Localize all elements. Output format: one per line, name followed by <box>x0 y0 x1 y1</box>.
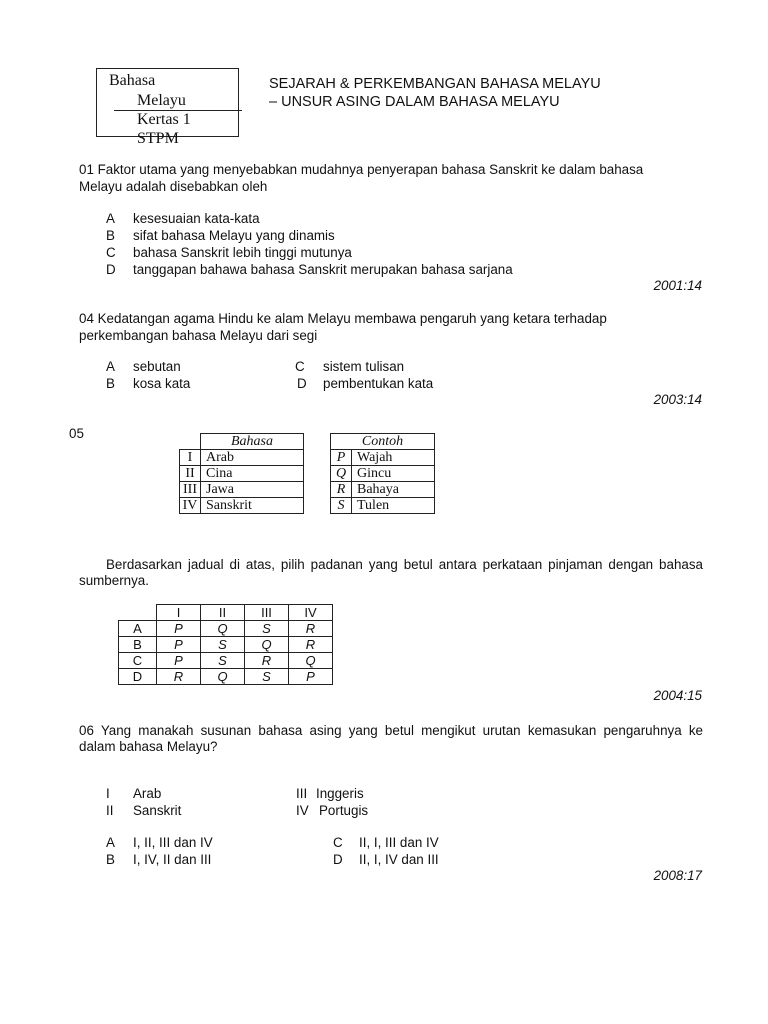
q06-item-num: III <box>296 786 308 801</box>
q06-item-num: II <box>106 803 114 818</box>
q06-option-text: II, I, III dan IV <box>359 835 439 850</box>
q05-year: 2004:15 <box>653 688 702 703</box>
q06-option-letter: C <box>333 835 343 850</box>
q04-option-letter: B <box>106 376 115 391</box>
q01-year: 2001:14 <box>653 278 702 293</box>
table-row: Q Gincu <box>331 466 435 482</box>
q05-text-line-2: sumbernya. <box>79 573 149 588</box>
q01-option-text: kesesuaian kata-kata <box>133 211 260 226</box>
q06-item-text: Sanskrit <box>133 803 182 818</box>
table-row: III Jawa <box>180 482 304 498</box>
q06-option-text: I, II, III dan IV <box>133 835 213 850</box>
q04-option-letter: A <box>106 359 115 374</box>
q01-option-letter: C <box>106 245 116 260</box>
q06-option-text: II, I, IV dan III <box>359 852 439 867</box>
title-line-1: SEJARAH & PERKEMBANGAN BAHASA MELAYU <box>269 76 601 92</box>
q06-item-text: Arab <box>133 786 162 801</box>
q01-text-line-2: Melayu adalah disebabkan oleh <box>79 179 268 194</box>
table-row: R Bahaya <box>331 482 435 498</box>
table-row: I Arab <box>180 450 304 466</box>
table-row: C P S R Q <box>119 653 333 669</box>
q04-option-letter: C <box>295 359 305 374</box>
q06-item-text: Portugis <box>319 803 369 818</box>
q06-option-letter: B <box>106 852 115 867</box>
subject-line-1: Bahasa <box>109 72 156 89</box>
subject-line-2: Melayu <box>137 92 186 109</box>
subject-line-4: STPM <box>137 130 179 147</box>
subject-box <box>96 68 239 147</box>
q06-option-letter: D <box>333 852 343 867</box>
table-row: B P S Q R <box>119 637 333 653</box>
table-row: IV Sanskrit <box>180 498 304 514</box>
subject-line-3: Kertas 1 <box>137 111 191 128</box>
q01-option-letter: A <box>106 211 115 226</box>
q04-option-letter: D <box>297 376 307 391</box>
q04-text-line-2: perkembangan bahasa Melayu dari segi <box>79 328 318 343</box>
q04-option-text: kosa kata <box>133 376 191 391</box>
q06-text-line-1: 06 Yang manakah susunan bahasa asing yang betul mengikut urutan kemasukan pengaruhnya ke <box>79 723 703 738</box>
q01-option-letter: D <box>106 262 116 277</box>
table-row: P Wajah <box>331 450 435 466</box>
q01-text-line-1: 01 Faktor utama yang menyebabkan mudahnya penyerapan bahasa Sanskrit ke dalam bahasa <box>79 162 644 177</box>
answer-table: I II III IV A P Q S R B P S Q R C P S R Q D R Q S P <box>118 604 333 685</box>
q06-year: 2008:17 <box>653 868 702 883</box>
q04-option-text: pembentukan kata <box>323 376 434 391</box>
q01-option-text: bahasa Sanskrit lebih tinggi mutunya <box>133 245 352 260</box>
q01-option-text: tanggapan bahawa bahasa Sanskrit merupakan bahasa sarjana <box>133 262 513 277</box>
q05-number: 05 <box>69 426 84 441</box>
table-row: A P Q S R <box>119 621 333 637</box>
table-row: S Tulen <box>331 498 435 514</box>
q06-option-letter: A <box>106 835 115 850</box>
q01-option-text: sifat bahasa Melayu yang dinamis <box>133 228 335 243</box>
table-row: II Cina <box>180 466 304 482</box>
q04-year: 2003:14 <box>653 392 702 407</box>
q06-text-line-2: dalam bahasa Melayu? <box>79 739 218 754</box>
q01-option-letter: B <box>106 228 115 243</box>
q04-text-line-1: 04 Kedatangan agama Hindu ke alam Melayu membawa pengaruh yang ketara terhadap <box>79 311 607 326</box>
q05-text-line-1: Berdasarkan jadual di atas, pilih padanan yang betul antara perkataan pinjaman dengan bahasa <box>106 557 703 572</box>
title-line-2: – UNSUR ASING DALAM BAHASA MELAYU <box>269 94 560 110</box>
bahasa-header: Bahasa <box>201 434 304 450</box>
table-row: D R Q S P <box>119 669 333 685</box>
q06-item-num: I <box>106 786 110 801</box>
contoh-table <box>330 433 435 514</box>
bahasa-table <box>179 433 304 514</box>
q06-item-text: Inggeris <box>316 786 364 801</box>
contoh-header: Contoh <box>331 434 435 450</box>
q04-option-text: sebutan <box>133 359 181 374</box>
q04-option-text: sistem tulisan <box>323 359 405 374</box>
q06-option-text: I, IV, II dan III <box>133 852 212 867</box>
q06-item-num: IV <box>296 803 309 818</box>
